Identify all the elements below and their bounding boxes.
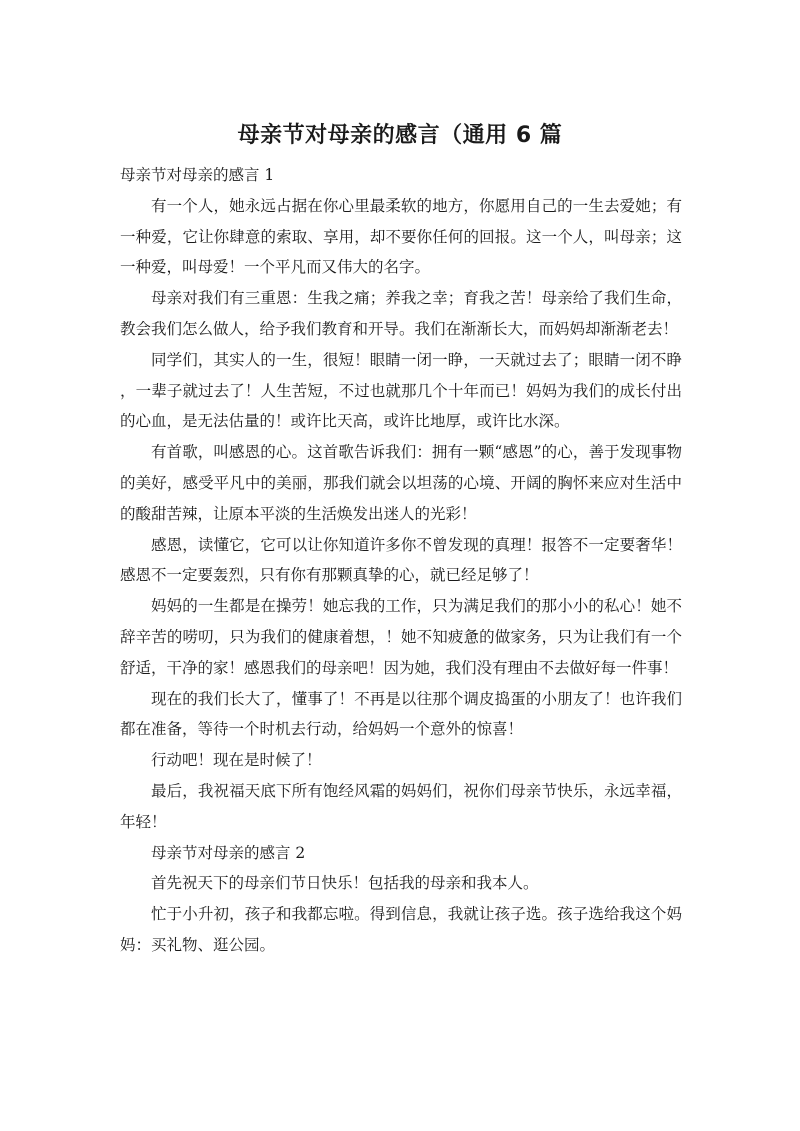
paragraph: 忙于小升初，孩子和我都忘啦。得到信息，我就让孩子选。孩子选给我这个妈妈：买礼物、逛公园。 [120, 905, 682, 954]
paragraph: 感恩，读懂它，它可以让你知道许多你不曾发现的真理！报答不一定要奢华！感恩不一定要轰烈，只有你有那颗真挚的心，就已经足够了！ [120, 535, 682, 585]
paragraph: 行动吧！现在是时候了！ [151, 751, 322, 770]
paragraph: 同学们，其实人的一生，很短！眼睛一闭一睁，一天就过去了；眼睛一闭不睁，一辈子就过去了！人生苦短，不过也就那几个十年而已！妈妈为我们的成长付出的心血，是无法估量的！或许比天高，或许比地厚，或许比水深。 [120, 350, 682, 431]
section-heading-1: 母亲节对母亲的感言 1 [120, 166, 275, 184]
section-heading-2: 母亲节对母亲的感言 2 [151, 843, 306, 862]
paragraph: 有一个人，她永远占据在你心里最柔软的地方，你愿用自己的一生去爱她；有一种爱，它让你肆意的索取、享用，却不要你任何的回报。这一个人，叫母亲；这一种爱，叫母爱！一个平凡而又伟大的名字。 [120, 196, 682, 277]
paragraph: 有首歌，叫感恩的心。这首歌告诉我们：拥有一颗“感恩”的心，善于发现事物的美好，感受平凡中的美丽，那我们就会以坦荡的心境、开阔的胸怀来应对生活中的酸甜苦辣，让原本平淡的生活焕发出迷人的光彩！ [120, 443, 682, 523]
paragraph: 最后，我祝福天底下所有饱经风霜的妈妈们，祝你们母亲节快乐，永远幸福，年轻！ [120, 781, 682, 831]
paragraph: 首先祝天下的母亲们节日快乐！包括我的母亲和我本人。 [151, 874, 539, 893]
paragraph: 母亲对我们有三重恩：生我之痛；养我之幸；育我之苦！母亲给了我们生命，教会我们怎么做人，给予我们教育和开导。我们在渐渐长大，而妈妈却渐渐老去！ [120, 289, 682, 338]
document-title: 母亲节对母亲的感言（通用 6 篇 [237, 123, 563, 148]
paragraph: 妈妈的一生都是在操劳！她忘我的工作，只为满足我们的那小小的私心！她不辞辛苦的唠叨，只为我们的健康着想，！她不知疲惫的做家务，只为让我们有一个舒适，干净的家！感恩我们的母亲吧！因为她，我们没有理由不去做好每一件事！ [120, 597, 682, 677]
document-body [120, 160, 682, 961]
paragraph: 现在的我们长大了，懂事了！不再是以往那个调皮捣蛋的小朋友了！也许我们都在准备，等待一个时机去行动，给妈妈一个意外的惊喜！ [120, 689, 682, 739]
